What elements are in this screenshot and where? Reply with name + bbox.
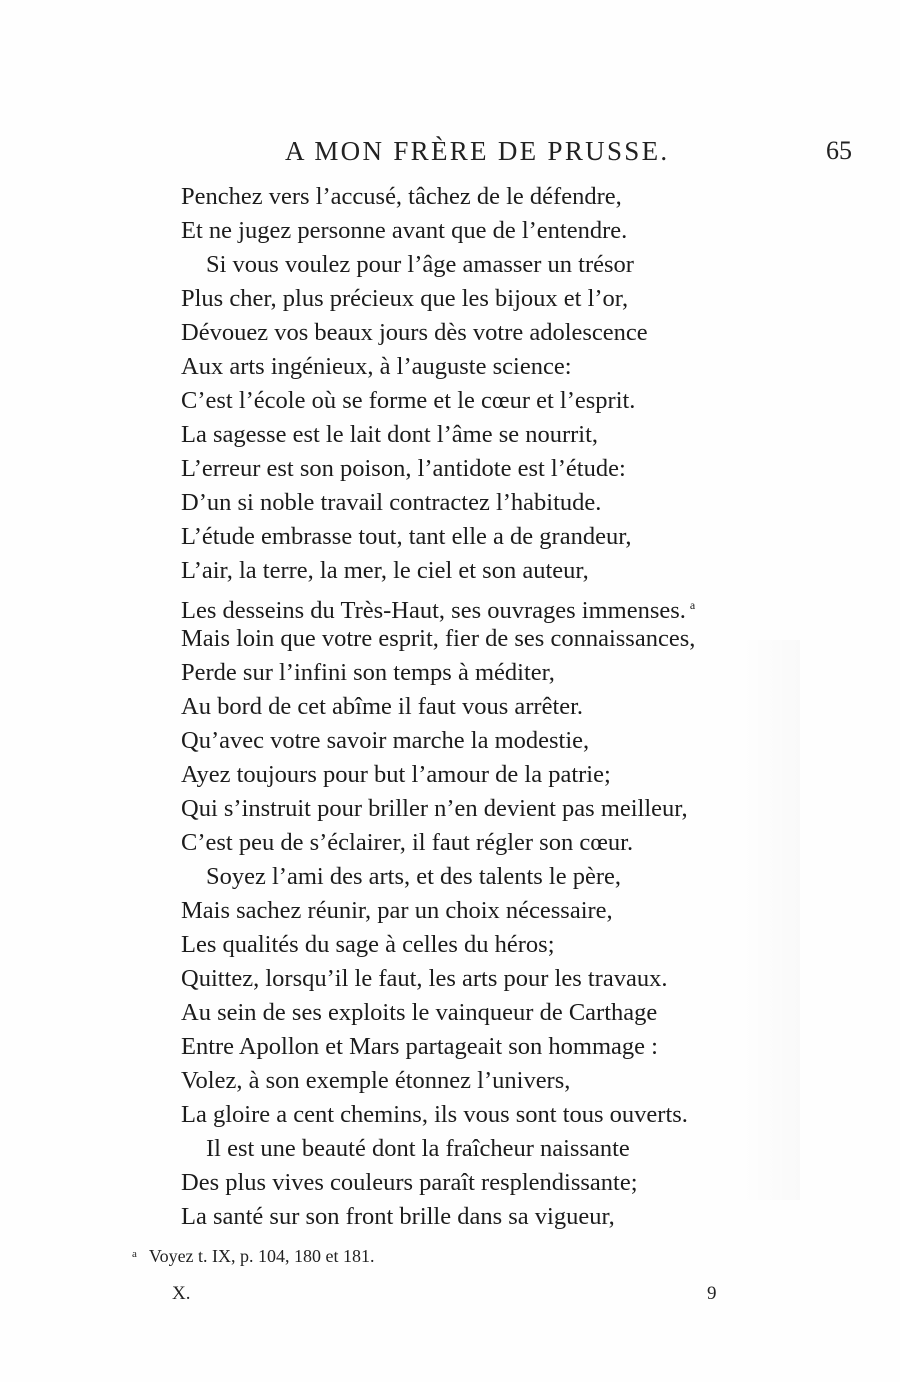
- verse-line: L’étude embrasse tout, tant elle a de grandeur,: [181, 523, 632, 550]
- verse-line: C’est peu de s’éclairer, il faut régler son cœur.: [181, 829, 634, 856]
- verse-line: Des plus vives couleurs paraît resplendissante;: [181, 1169, 638, 1196]
- verse-line: Volez, à son exemple étonnez l’univers,: [181, 1067, 571, 1094]
- verse-line: Plus cher, plus précieux que les bijoux et l’or,: [181, 285, 629, 312]
- verse-line: L’erreur est son poison, l’antidote est l’étude:: [181, 455, 626, 482]
- verse-line-with-note: [181, 588, 781, 622]
- verse-line: Si vous voulez pour l’âge amasser un trésor: [206, 251, 634, 278]
- verse-line: Les qualités du sage à celles du héros;: [181, 931, 555, 958]
- verse-line: D’un si noble travail contractez l’habitude.: [181, 489, 602, 516]
- verse-line: L’air, la terre, la mer, le ciel et son auteur,: [181, 557, 589, 584]
- verse-line: Penchez vers l’accusé, tâchez de le défendre,: [181, 183, 622, 210]
- footnote-text: Voyez t. IX, p. 104, 180 et 181.: [148, 1246, 375, 1266]
- verse-line: Au bord de cet abîme il faut vous arrêter.: [181, 693, 584, 720]
- page-number: 65: [826, 136, 852, 165]
- signature-mark: X.: [172, 1283, 191, 1304]
- verse-line: Dévouez vos beaux jours dès votre adolescence: [181, 319, 648, 346]
- running-title: A MON FRÈRE DE PRUSSE.: [285, 136, 670, 166]
- verse-line: La sagesse est le lait dont l’âme se nourrit,: [181, 421, 599, 448]
- verse-line: Mais sachez réunir, par un choix nécessaire,: [181, 897, 613, 924]
- verse-line: Au sein de ses exploits le vainqueur de Carthage: [181, 999, 658, 1026]
- footnote-marker: a: [132, 1248, 137, 1260]
- verse-line: Aux arts ingénieux, à l’auguste science:: [181, 353, 572, 380]
- verse-line: C’est l’école où se forme et le cœur et l’esprit.: [181, 387, 636, 414]
- verse-line-text: Les desseins du Très-Haut, ses ouvrages immenses.: [181, 597, 686, 624]
- footnote-reference[interactable]: a: [689, 598, 696, 612]
- page-header: [0, 132, 900, 168]
- verse-line: Mais loin que votre esprit, fier de ses connaissances,: [181, 625, 696, 652]
- poem-text: [181, 180, 781, 1234]
- verse-line: La santé sur son front brille dans sa vigueur,: [181, 1203, 615, 1230]
- verse-line: Quittez, lorsqu’il le faut, les arts pour les travaux.: [181, 965, 668, 992]
- verse-line: La gloire a cent chemins, ils vous sont tous ouverts.: [181, 1101, 688, 1128]
- footnote: [132, 1246, 375, 1267]
- sheet-number: 9: [707, 1283, 717, 1304]
- verse-line: Et ne jugez personne avant que de l’entendre.: [181, 217, 628, 244]
- verse-line: Il est une beauté dont la fraîcheur naissante: [206, 1135, 630, 1162]
- verse-line: Qui s’instruit pour briller n’en devient pas meilleur,: [181, 795, 688, 822]
- verse-line: Entre Apollon et Mars partageait son hommage :: [181, 1033, 658, 1060]
- verse-line: Ayez toujours pour but l’amour de la patrie;: [181, 761, 611, 788]
- verse-line: Perde sur l’infini son temps à méditer,: [181, 659, 555, 686]
- verse-line: Qu’avec votre savoir marche la modestie,: [181, 727, 590, 754]
- verse-line: Soyez l’ami des arts, et des talents le père,: [206, 863, 621, 890]
